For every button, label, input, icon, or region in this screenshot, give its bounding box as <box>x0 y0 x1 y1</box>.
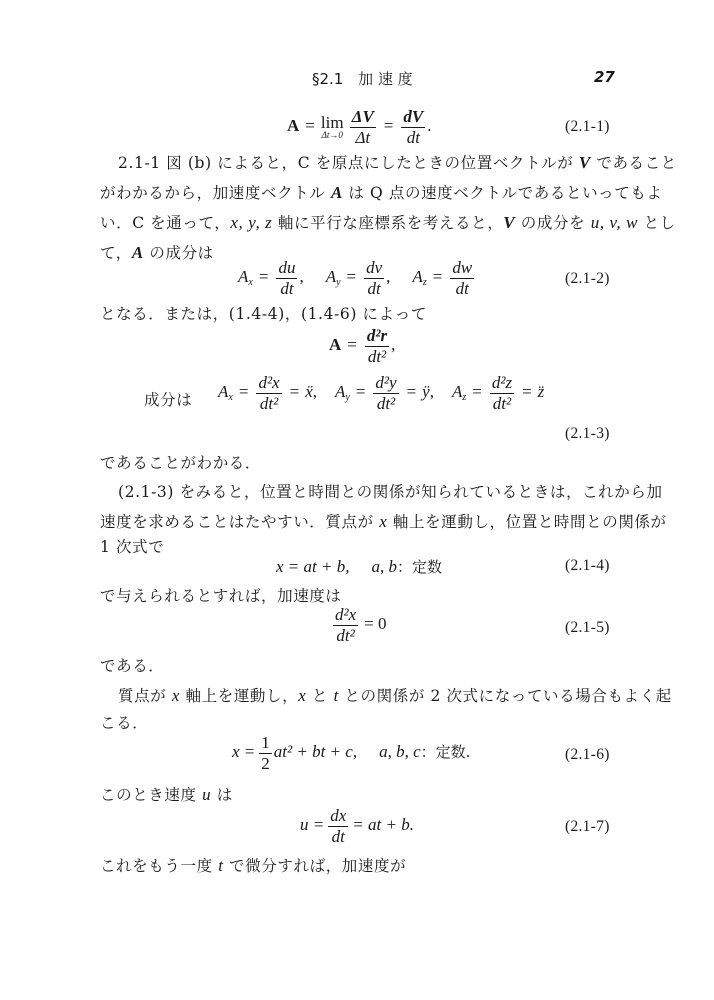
equation-number: (2.1-2) <box>565 270 610 287</box>
equation-number: (2.1-3) <box>565 425 610 442</box>
fraction-derivative: $\frac{dV}{dt}$ <box>403 107 424 147</box>
paragraph-line: 質点が x 軸上を運動し，x と t との関係が 2 次式になっている場合もよく起 <box>118 686 672 705</box>
page-number: 27 <box>594 68 615 86</box>
section-title: 加 速 度 <box>358 70 413 88</box>
equation-2-1-6: x = $\frac{1}{2}$ at² + bt + c, a, b, c：定数. <box>232 733 471 773</box>
paragraph-line: で与えられるとすれば，加速度は <box>100 587 342 605</box>
paragraph-line: い．C を通って，x, y, z 軸に平行な座標系を考えると，V の成分を u, v, w とし <box>100 213 676 232</box>
equation-number: (2.1-5) <box>565 619 610 636</box>
equation-number: (2.1-4) <box>565 557 610 574</box>
paragraph-line: となる．または，(1.4-4)，(1.4-6) によって <box>100 305 427 323</box>
paragraph-line: こる． <box>100 714 149 732</box>
equation-2-1-3-vector: A = $\frac{\text{d²r}}{\text{dt²}}$ , <box>329 326 396 366</box>
equation-number: (2.1-1) <box>565 118 610 135</box>
paragraph-line: これをもう一度 t で微分すれば，加速度が <box>100 856 407 875</box>
equation-2-1-2: $A_x$ = $\frac{du}{dt}$ , $A_y$ = $\frac{dv}{dt}$ , $A_z$ = $\frac{dw}{dt}$ <box>238 258 473 298</box>
paragraph-line: 2.1-1 図 (b) によると，C を原点にしたときの位置ベクトルが V であること <box>118 153 677 172</box>
equation-number: (2.1-7) <box>565 818 610 835</box>
paragraph-line: である． <box>100 657 165 675</box>
components-label: 成分は <box>144 391 193 409</box>
paragraph-line: 1 次式で <box>100 538 165 556</box>
section-number: §2.1 <box>312 70 344 88</box>
fraction-delta: $\frac{\Delta V}{\Delta t}$ <box>351 107 374 147</box>
paragraph-line: がわかるから，加速度ベクトル A は Q 点の速度ベクトルであるといってもよ <box>100 183 663 202</box>
equation-number: (2.1-6) <box>565 746 610 763</box>
running-header <box>312 68 413 89</box>
paragraph-line: であることがわかる． <box>100 454 262 472</box>
equation-2-1-1: A = lim Δt→0 $\frac{\Delta V}{\Delta t}$ = $\frac{dV}{dt}$ . <box>287 107 432 147</box>
paragraph-line: 速度を求めることはたやすい．質点が x 軸上を運動し，位置と時間との関係が <box>100 512 667 531</box>
equation-2-1-4: x = at + b, a, b：定数 <box>276 557 442 576</box>
equation-2-1-3-components: $A_x$ = $\frac{\text{d²x}}{\text{dt²}}$ = ẍ, $A_y$ = $\frac{\text{d²y}}{\text{dt²}}$ = ÿ, $A_z$ = $\frac{\text{d²z}}{\text{dt²}}$ = z̈ <box>218 373 545 413</box>
paragraph-line: このとき速度 u は <box>100 785 233 804</box>
paragraph-line: (2.1-3) をみると，位置と時間との関係が知られているときは，これから加 <box>118 483 663 501</box>
equation-2-1-7: u = $\frac{dx}{dt}$ = at + b. <box>300 806 414 846</box>
paragraph-line: て，A の成分は <box>100 243 214 262</box>
limit-operator: lim Δt→0 <box>320 113 344 141</box>
equation-2-1-5: $\frac{\text{d²x}}{\text{dt²}}$ = 0 <box>335 605 387 645</box>
